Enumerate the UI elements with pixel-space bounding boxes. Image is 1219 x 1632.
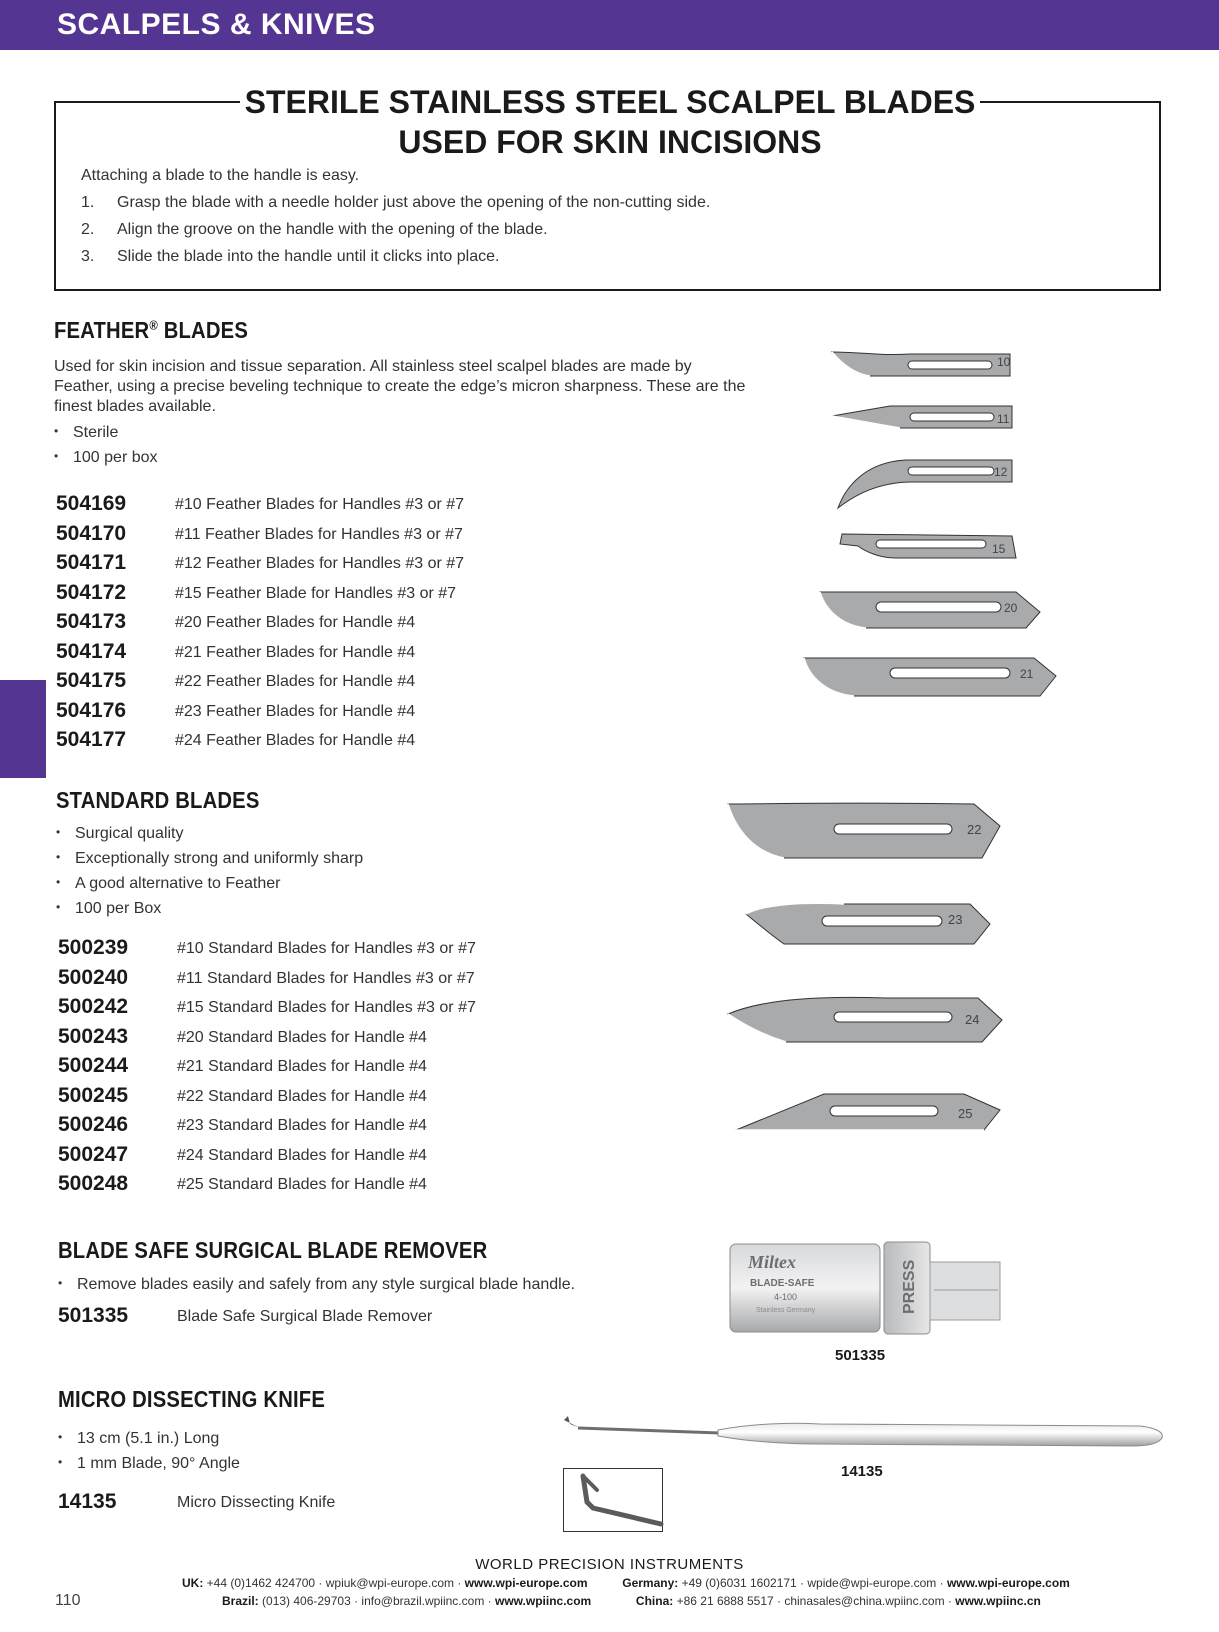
catalog-number: 500246 [58, 1113, 129, 1136]
blade-25-illustration [734, 1090, 1014, 1136]
catalog-number: 500247 [58, 1142, 129, 1166]
catalog-number: 504176 [56, 698, 127, 722]
product-description: #23 Standard Blades for Handle #4 [177, 1117, 427, 1134]
catalog-number: 14135 [58, 1490, 117, 1513]
photo-press-text: PRESS [901, 1259, 918, 1314]
instruction-step: 3. Slide the blade into the handle until it clicks into place. [81, 248, 500, 265]
blade-12-illustration [836, 456, 1026, 512]
product-description: #23 Feather Blades for Handle #4 [175, 702, 416, 720]
catalog-number: 500248 [58, 1172, 129, 1195]
product-description: #10 Feather Blades for Handles #3 or #7 [175, 496, 465, 513]
product-description: #22 Standard Blades for Handle #4 [177, 1087, 427, 1105]
micro-knife-bullet: • 1 mm Blade, 90° Angle [58, 1455, 240, 1472]
product-description: #15 Standard Blades for Handles #3 or #7 [177, 999, 476, 1016]
standard-bullet: • Surgical quality [56, 825, 184, 842]
feather-bullet: • Sterile [54, 424, 119, 441]
footer-company-name: WORLD PRECISION INSTRUMENTS [475, 1556, 744, 1573]
photo-brand-text: Miltex [748, 1252, 796, 1272]
product-description: #11 Standard Blades for Handles #3 or #7 [177, 969, 475, 987]
product-description: #20 Feather Blades for Handle #4 [175, 614, 416, 631]
blade-10-illustration [830, 348, 1020, 384]
product-description: #21 Feather Blades for Handle #4 [175, 643, 416, 661]
blade-label: 24 [965, 1012, 980, 1027]
product-description: Blade Safe Surgical Blade Remover [177, 1308, 433, 1325]
micro-knife-photo [560, 1408, 1166, 1468]
product-description: #21 Standard Blades for Handle #4 [177, 1058, 427, 1075]
product-description: #15 Feather Blade for Handles #3 or #7 [175, 584, 457, 602]
feather-description: Used for skin incision and tissue separation. All stainless steel scalpel blades are made by Feather, using a precise beveling technique to create the edge’s micron sharpness. These are the finest blades available. [54, 358, 746, 415]
blade-safe-bullet: • Remove blades easily and safely from any style surgical blade handle. [58, 1276, 576, 1293]
catalog-number: 501335 [58, 1304, 129, 1327]
catalog-number: 504173 [56, 610, 127, 633]
catalog-number: 500239 [58, 936, 129, 959]
blade-label: 22 [967, 822, 982, 837]
blade-22-illustration [724, 800, 1004, 862]
blade-23-illustration [744, 900, 994, 950]
footer-contact-line: UK: +44 (0)1462 424700 · wpiuk@wpi-europe.com · www.wpi-europe.com Germany: +49 (0)6031 1602171 · wpide@wpi-europe.com · www.wpi-europe.com [182, 1576, 1070, 1590]
blade-label: 20 [1004, 601, 1018, 615]
micro-knife-heading: MICRO DISSECTING KNIFE [58, 1386, 326, 1412]
catalog-number: 504171 [56, 551, 127, 574]
footer-link[interactable]: www.wpiinc.cn [955, 1594, 1041, 1608]
catalog-number: 504174 [56, 639, 127, 663]
product-description: #24 Feather Blades for Handle #4 [175, 732, 416, 749]
footer-link[interactable]: www.wpi-europe.com [464, 1576, 588, 1590]
product-description: Micro Dissecting Knife [177, 1494, 336, 1511]
blade-label: 10 [997, 355, 1011, 369]
catalog-number: 504170 [56, 521, 127, 545]
feather-bullet: • 100 per box [54, 449, 158, 466]
catalog-number: 500240 [58, 965, 129, 989]
product-description: #12 Feather Blades for Handles #3 or #7 [175, 555, 465, 572]
standard-blades-heading: STANDARD BLADES [56, 787, 260, 813]
blade-safe-photo-caption: 501335 [835, 1347, 886, 1364]
catalog-number: 504169 [56, 492, 127, 515]
micro-knife-tip-inset [563, 1468, 663, 1532]
footer-contact-line: Brazil: (013) 406-29703 · info@brazil.wpiinc.com · www.wpiinc.com China: +86 21 6888 5517 · chinasales@china.wpiinc.com · www.wpiinc.cn [222, 1594, 1041, 1608]
footer-link[interactable]: www.wpi-europe.com [946, 1576, 1070, 1590]
product-description: #11 Feather Blades for Handles #3 or #7 [175, 525, 463, 543]
catalog-number: 504175 [56, 669, 127, 692]
blade-21-illustration [800, 652, 1060, 702]
product-description: #22 Feather Blades for Handle #4 [175, 673, 416, 690]
micro-knife-photo-caption: 14135 [841, 1463, 883, 1480]
photo-number-text: 4-100 [774, 1292, 798, 1302]
standard-bullet: • 100 per Box [56, 900, 162, 917]
section-title: SCALPELS & KNIVES [57, 8, 376, 41]
photo-origin-text: Stainless Germany [756, 1307, 816, 1314]
instructions-title: STERILE STAINLESS STEEL SCALPEL BLADES USED FOR SKIN INCISIONS [240, 82, 980, 162]
blade-label: 15 [992, 542, 1006, 556]
blade-label: 25 [958, 1106, 973, 1121]
photo-model-text: BLADE-SAFE [750, 1278, 815, 1289]
catalog-number: 504172 [56, 580, 127, 604]
side-thumb-tab [0, 680, 46, 778]
catalog-number: 504177 [56, 728, 127, 751]
blade-24-illustration [726, 994, 1006, 1050]
blade-label: 23 [948, 912, 963, 927]
page-number: 110 [55, 1592, 81, 1609]
blade-20-illustration [816, 586, 1046, 632]
micro-knife-bullet: • 13 cm (5.1 in.) Long [58, 1430, 220, 1447]
instruction-step: 1. Grasp the blade with a needle holder just above the opening of the non-cutting side. [81, 194, 711, 211]
standard-bullet: • A good alternative to Feather [56, 875, 281, 892]
blade-safe-photo [728, 1240, 1004, 1336]
catalog-number: 500243 [58, 1024, 129, 1048]
catalog-number: 500245 [58, 1083, 129, 1107]
product-description: #10 Standard Blades for Handles #3 or #7 [177, 940, 476, 957]
instructions-lead: Attaching a blade to the handle is easy. [81, 167, 360, 184]
instruction-step: 2. Align the groove on the handle with the opening of the blade. [81, 221, 548, 238]
blade-label: 21 [1020, 667, 1034, 681]
feather-blades-heading: FEATHER® BLADES [54, 317, 248, 343]
blade-label: 12 [994, 465, 1008, 479]
catalog-number: 500244 [58, 1054, 129, 1077]
blade-11-illustration [830, 402, 1020, 438]
product-description: #25 Standard Blades for Handle #4 [177, 1176, 427, 1193]
product-description: #24 Standard Blades for Handle #4 [177, 1146, 427, 1164]
catalog-number: 500242 [58, 995, 129, 1018]
product-description: #20 Standard Blades for Handle #4 [177, 1028, 427, 1046]
blade-safe-heading: BLADE SAFE SURGICAL BLADE REMOVER [58, 1237, 488, 1263]
standard-bullet: • Exceptionally strong and uniformly sharp [56, 850, 364, 867]
footer-link[interactable]: www.wpiinc.com [494, 1594, 592, 1608]
blade-15-illustration [836, 530, 1026, 566]
blade-label: 11 [997, 412, 1010, 426]
